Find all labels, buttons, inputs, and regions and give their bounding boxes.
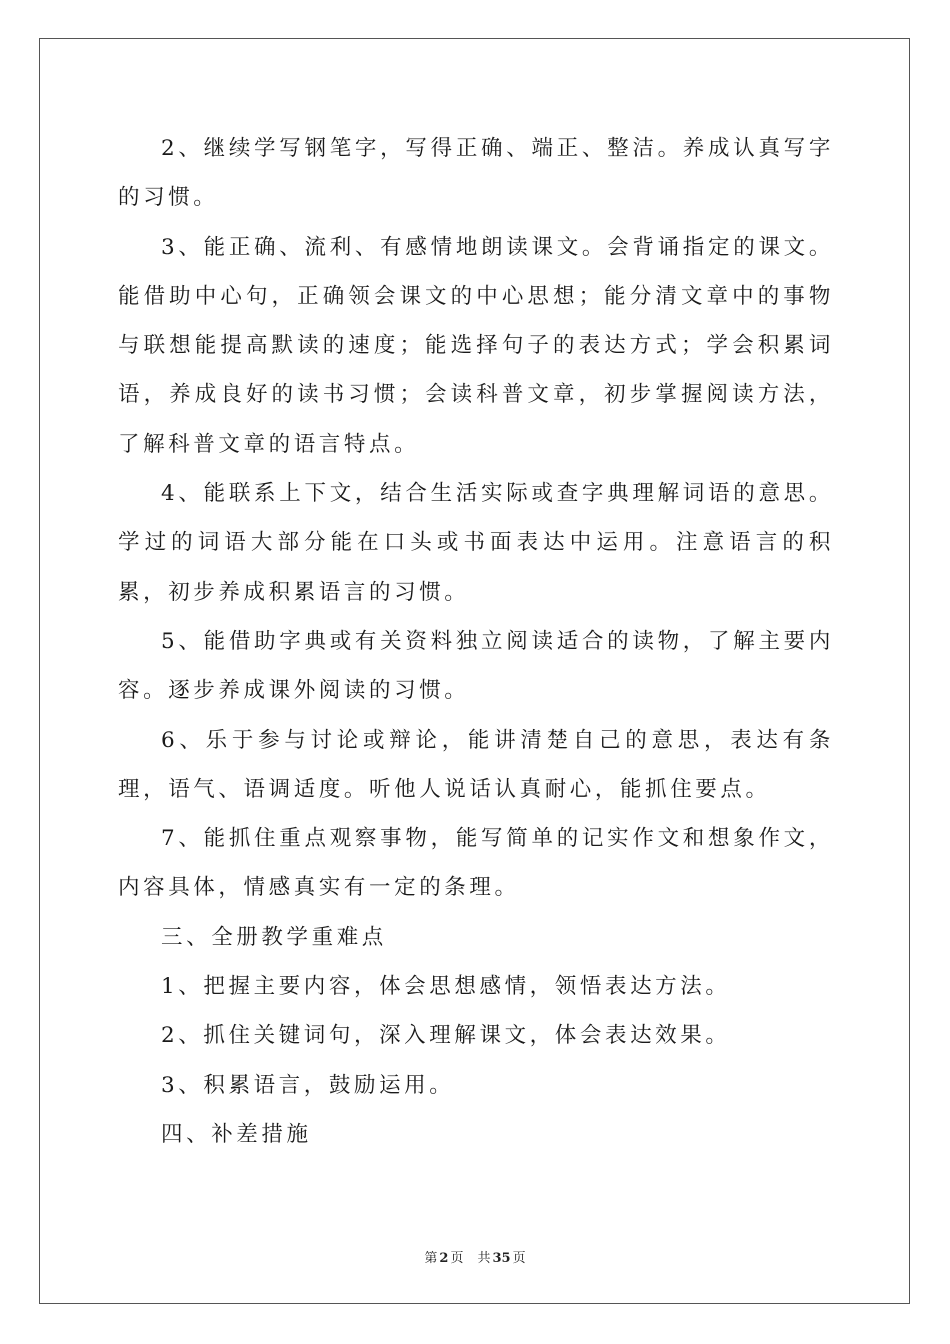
- page-footer: [0, 1247, 950, 1266]
- section-heading-4: 四、补差措施: [161, 1121, 312, 1147]
- total-suffix: 页: [512, 1251, 526, 1266]
- paragraph-item-6: 6、乐于参与讨论或辩论，能讲清楚自己的意思，表达有条理，语气、语调适度。听他人说话认真耐心，能抓住要点。: [118, 727, 834, 802]
- key-point-3: 3、积累语言，鼓励运用。: [161, 1072, 455, 1098]
- page-number: 2: [439, 1251, 449, 1266]
- paragraph-item-2: 2、继续学写钢笔字，写得正确、端正、整洁。养成认真写字的习惯。: [118, 136, 834, 211]
- paragraph-item-4: 4、能联系上下文，结合生活实际或查字典理解词语的意思。学过的词语大部分能在口头或书面表达中运用。注意语言的积累，初步养成积累语言的习惯。: [118, 481, 834, 605]
- total-pages: 35: [492, 1251, 511, 1266]
- page-suffix: 页: [450, 1251, 464, 1266]
- document-body: [118, 124, 834, 1159]
- paragraph-item-5: 5、能借助字典或有关资料独立阅读适合的读物，了解主要内容。逐步养成课外阅读的习惯。: [118, 628, 834, 704]
- total-prefix: 共: [477, 1251, 491, 1266]
- section-heading-3: 三、全册教学重难点: [161, 924, 387, 950]
- page-prefix: 第: [424, 1251, 438, 1266]
- key-point-1: 1、把握主要内容，体会思想感情，领悟表达方法。: [161, 974, 731, 1000]
- paragraph-item-3: 3、能正确、流利、有感情地朗读课文。会背诵指定的课文。能借助中心句，正确领会课文的中心思想；能分清文章中的事物与联想能提高默读的速度；能选择句子的表达方式；学会积累词语，养成良好的读书习惯；会读科普文章，初步掌握阅读方法，了解科普文章的语言特点。: [118, 234, 834, 457]
- key-point-2: 2、抓住关键词句，深入理解课文，体会表达效果。: [161, 1023, 731, 1049]
- paragraph-item-7: 7、能抓住重点观察事物，能写简单的记实作文和想象作文，内容具体，情感真实有一定的条理。: [118, 826, 834, 901]
